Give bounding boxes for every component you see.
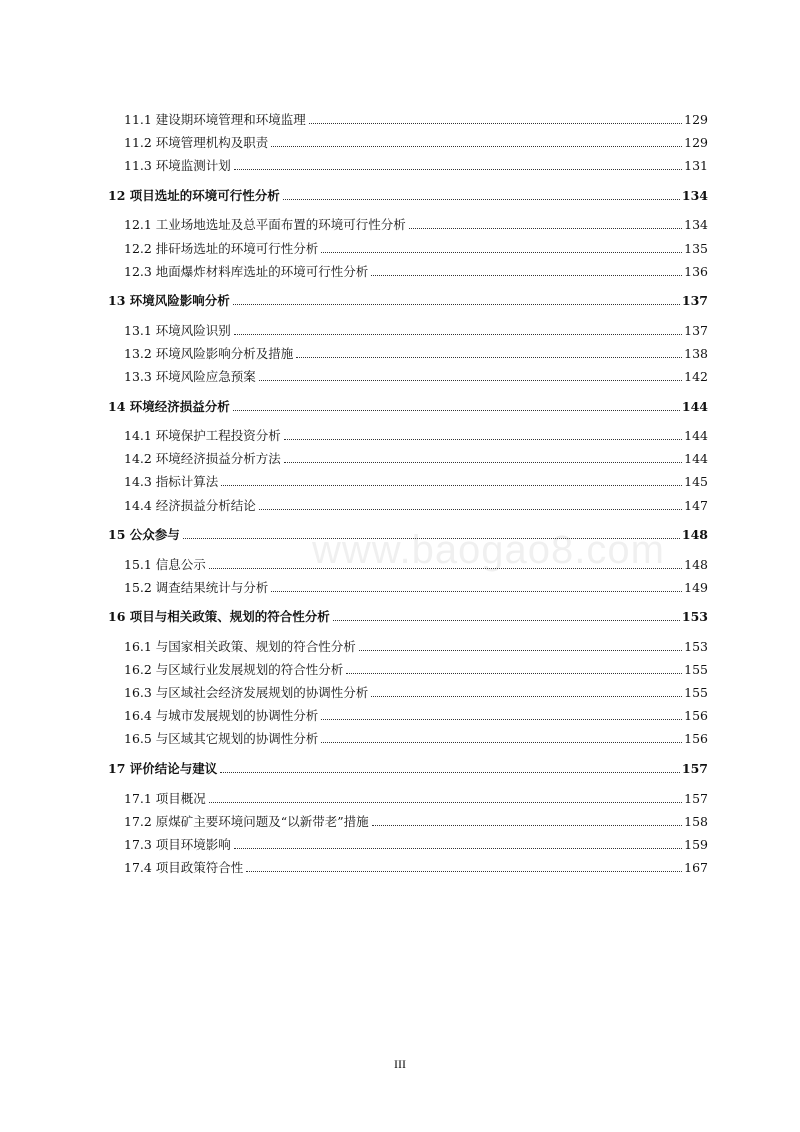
toc-subsection-entry[interactable] (108, 685, 708, 701)
toc-entry-title: 13.1 环境风险识别 (124, 322, 231, 338)
toc-page-number: 148 (684, 556, 708, 572)
toc-subsection-entry[interactable] (108, 158, 708, 174)
toc-page-number: 156 (684, 731, 708, 747)
toc-entry-title: 15.2 调查结果统计与分析 (124, 579, 269, 595)
toc-page-number: 147 (684, 497, 708, 513)
toc-page-number: 144 (681, 398, 708, 414)
toc-entry-title: 16.4 与城市发展规划的协调性分析 (124, 708, 319, 724)
toc-dot-leader (233, 304, 680, 305)
toc-dot-leader (309, 123, 682, 124)
toc-subsection-entry[interactable] (108, 346, 708, 362)
toc-entry-title: 14.4 经济损益分析结论 (124, 497, 256, 513)
toc-entry-title: 14.2 环境经济损益分析方法 (124, 451, 281, 467)
toc-entry-title: 15.1 信息公示 (124, 556, 206, 572)
toc-page-number: 167 (684, 859, 708, 875)
toc-page-number: 135 (684, 240, 708, 256)
toc-subsection-entry[interactable] (108, 791, 708, 807)
toc-entry-title: 14.1 环境保护工程投资分析 (124, 428, 281, 444)
toc-entry-title: 13.2 环境风险影响分析及措施 (124, 345, 294, 361)
toc-dot-leader (284, 462, 682, 463)
toc-entry-title: 17.3 项目环境影响 (124, 836, 231, 852)
toc-dot-leader (271, 146, 682, 147)
toc-dot-leader (321, 719, 682, 720)
toc-page-number: 136 (684, 263, 708, 279)
toc-entry-title: 17 评价结论与建议 (108, 761, 218, 776)
toc-page-number: 137 (684, 322, 708, 338)
toc-subsection-entry[interactable] (108, 557, 708, 573)
toc-dot-leader (271, 591, 682, 592)
toc-dot-leader (246, 871, 682, 872)
toc-page-number: 129 (684, 135, 708, 151)
toc-dot-leader (220, 772, 680, 773)
toc-dot-leader (234, 334, 682, 335)
toc-dot-leader (209, 568, 682, 569)
toc-entry-title: 17.4 项目政策符合性 (124, 859, 244, 875)
toc-entry-title: 16.1 与国家相关政策、规划的符合性分析 (124, 639, 356, 654)
watermark: www.baogao8.com (312, 528, 665, 572)
toc-entry-title: 17.1 项目概况 (124, 790, 206, 806)
toc-page-number: 148 (681, 527, 708, 543)
toc-dot-leader (372, 825, 683, 826)
toc-page-number: 157 (681, 761, 708, 776)
toc-page-number: 144 (684, 428, 708, 444)
toc-entry-title: 13.3 环境风险应急预案 (124, 369, 256, 384)
toc-entry-title: 16.3 与区域社会经济发展规划的协调性分析 (124, 685, 369, 701)
toc-subsection-entry[interactable] (108, 860, 708, 876)
toc-subsection-entry[interactable] (108, 428, 708, 444)
toc-page-number: 129 (684, 112, 708, 127)
toc-dot-leader (259, 380, 682, 381)
toc-subsection-entry[interactable] (108, 241, 708, 257)
toc-page-number: 159 (684, 836, 708, 852)
toc-subsection-entry[interactable] (108, 369, 708, 385)
toc-section-entry[interactable] (108, 761, 708, 777)
toc-page-number: 155 (684, 685, 708, 701)
toc-entry-title: 15 公众参与 (108, 527, 180, 543)
toc-dot-leader (409, 228, 682, 229)
toc-page-number: 134 (684, 217, 708, 233)
toc-page-number: 158 (684, 813, 708, 829)
toc-entry-title: 12.3 地面爆炸材料库选址的环境可行性分析 (124, 263, 369, 279)
toc-subsection-entry[interactable] (108, 498, 708, 514)
toc-dot-leader (221, 485, 682, 486)
toc-entry-title: 11.1 建设期环境管理和环境监理 (124, 112, 306, 127)
toc-entry-title: 14.3 指标计算法 (124, 474, 219, 490)
toc-page-number: 156 (684, 708, 708, 724)
toc-dot-leader (359, 650, 682, 651)
toc-page-number: 131 (684, 158, 708, 174)
toc-page-number: 153 (681, 609, 708, 625)
toc-entry-title: 12.1 工业场地选址及总平面布置的环境可行性分析 (124, 217, 406, 233)
toc-subsection-entry[interactable] (108, 135, 708, 151)
toc-dot-leader (283, 199, 680, 200)
toc-page-number: 134 (681, 187, 708, 203)
toc-section-entry[interactable] (108, 609, 708, 625)
toc-page-number: 144 (684, 451, 708, 467)
toc-dot-leader (333, 620, 680, 621)
toc-dot-leader (233, 410, 680, 411)
toc-subsection-entry[interactable] (108, 662, 708, 678)
toc-page-number: 137 (681, 293, 708, 309)
toc-page-number: 138 (684, 345, 708, 361)
toc-dot-leader (209, 802, 682, 803)
toc-dot-leader (321, 742, 682, 743)
toc-subsection-entry[interactable] (108, 264, 708, 280)
toc-dot-leader (259, 509, 682, 510)
toc-page-number: 149 (684, 579, 708, 595)
toc-dot-leader (346, 673, 682, 674)
toc-subsection-entry[interactable] (108, 323, 708, 339)
toc-subsection-entry[interactable] (108, 112, 708, 128)
toc-section-entry[interactable] (108, 188, 708, 204)
toc-page-number: 155 (684, 662, 708, 678)
toc-subsection-entry[interactable] (108, 474, 708, 490)
toc-section-entry[interactable] (108, 527, 708, 543)
toc-page-number: 157 (684, 790, 708, 806)
toc-entry-title: 12.2 排矸场选址的环境可行性分析 (124, 240, 319, 256)
toc-dot-leader (284, 439, 682, 440)
toc-entry-title: 17.2 原煤矿主要环境问题及“以新带老”措施 (124, 813, 369, 829)
toc-page-number: 142 (684, 369, 708, 384)
page-number: III (394, 1057, 406, 1071)
toc-dot-leader (321, 252, 682, 253)
toc-page-number: 153 (684, 639, 708, 654)
toc-page-number: 145 (684, 474, 708, 490)
toc-subsection-entry[interactable] (108, 451, 708, 467)
toc-dot-leader (371, 275, 682, 276)
toc-dot-leader (234, 169, 682, 170)
toc-entry-title: 14 环境经济损益分析 (108, 398, 230, 414)
toc-dot-leader (183, 538, 680, 539)
toc-subsection-entry[interactable] (108, 837, 708, 853)
toc-dot-leader (371, 696, 682, 697)
toc-subsection-entry[interactable] (108, 708, 708, 724)
toc-entry-title: 16.2 与区域行业发展规划的符合性分析 (124, 662, 344, 678)
toc-entry-title: 12 项目选址的环境可行性分析 (108, 187, 280, 203)
toc-subsection-entry[interactable] (108, 731, 708, 747)
toc-entry-title: 11.2 环境管理机构及职责 (124, 135, 269, 151)
toc-entry-title: 13 环境风险影响分析 (108, 293, 230, 309)
toc-dot-leader (234, 848, 682, 849)
toc-subsection-entry[interactable] (108, 580, 708, 596)
toc-section-entry[interactable] (108, 293, 708, 309)
toc-subsection-entry[interactable] (108, 217, 708, 233)
toc-dot-leader (296, 357, 682, 358)
toc-entry-title: 16 项目与相关政策、规划的符合性分析 (108, 609, 330, 625)
toc-entry-title: 16.5 与区域其它规划的协调性分析 (124, 731, 319, 747)
toc-section-entry[interactable] (108, 399, 708, 415)
toc-entry-title: 11.3 环境监测计划 (124, 158, 231, 174)
toc-subsection-entry[interactable] (108, 639, 708, 655)
toc-subsection-entry[interactable] (108, 814, 708, 830)
